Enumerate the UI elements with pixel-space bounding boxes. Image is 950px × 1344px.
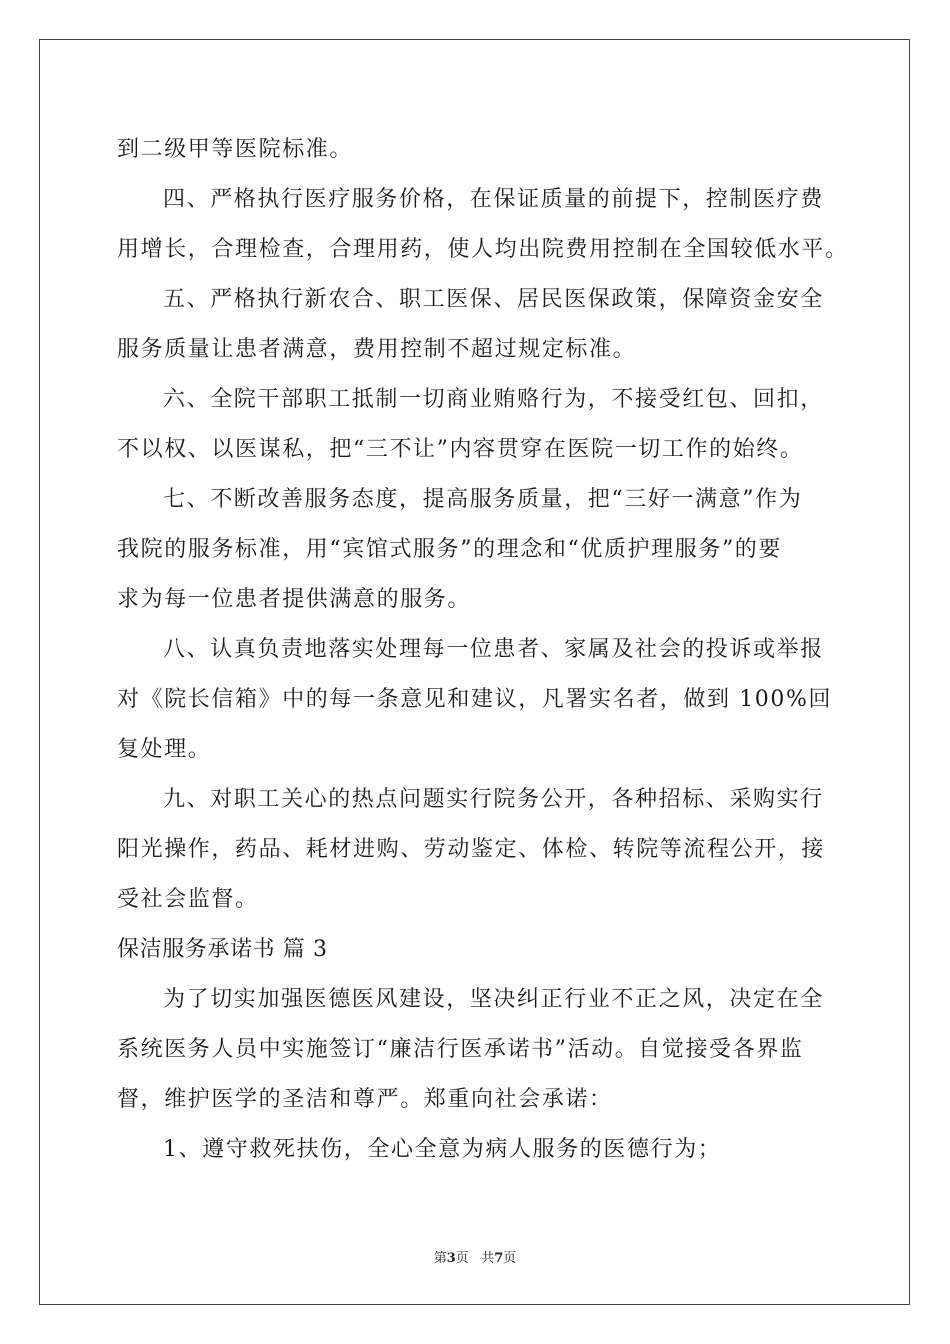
text-line: 服务质量让患者满意，费用控制不超过规定标准。: [117, 337, 637, 362]
text-line: 求为每一位患者提供满意的服务。: [117, 587, 472, 612]
text-line: 1、遵守救死扶伤，全心全意为病人服务的医德行为；: [163, 1137, 722, 1162]
text-line: 阳光操作，药品、耗材进购、劳动鉴定、体检、转院等流程公开，接: [117, 837, 826, 862]
text-line: 系统医务人员中实施签订“廉洁行医承诺书”活动。自觉接受各界监: [117, 1037, 804, 1062]
text-line: 我院的服务标准，用“宾馆式服务”的理念和“优质护理服务”的要: [117, 537, 782, 562]
text-line: 为了切实加强医德医风建设，坚决纠正行业不正之风，决定在全: [163, 987, 824, 1012]
text-line: 九、对职工关心的热点问题实行院务公开，各种招标、采购实行: [163, 787, 824, 812]
current-page-number: 3: [446, 1251, 456, 1266]
footer-suffix: 页: [503, 1251, 517, 1266]
text-line: 受社会监督。: [117, 887, 259, 912]
text-line: 不以权、以医谋私，把“三不让”内容贯穿在医院一切工作的始终。: [117, 437, 804, 462]
text-line: 督，维护医学的圣洁和尊严。郑重向社会承诺：: [117, 1087, 613, 1112]
text-line: 八、认真负责地落实处理每一位患者、家属及社会的投诉或举报: [163, 637, 824, 662]
section-heading: 保洁服务承诺书 篇 3: [117, 937, 328, 962]
total-page-number: 7: [494, 1251, 504, 1266]
page-border: [39, 39, 910, 1305]
text-line: 对《院长信箱》中的每一条意见和建议，凡署实名者，做到 100%回: [117, 687, 833, 712]
page-number-footer: [0, 1247, 950, 1266]
text-line: 四、严格执行医疗服务价格，在保证质量的前提下，控制医疗费: [163, 187, 824, 212]
footer-prefix: 第: [433, 1251, 447, 1266]
text-line: 复处理。: [117, 737, 212, 762]
text-line: 到二级甲等医院标准。: [117, 137, 354, 162]
text-line: 七、不断改善服务态度，提高服务质量，把“三好一满意”作为: [163, 487, 803, 512]
text-line: 六、全院干部职工抵制一切商业贿赂行为，不接受红包、回扣，: [163, 387, 824, 412]
footer-mid: 页 共: [455, 1251, 495, 1266]
text-line: 用增长，合理检查，合理用药，使人均出院费用控制在全国较低水平。: [117, 237, 849, 262]
text-line: 五、严格执行新农合、职工医保、居民医保政策，保障资金安全: [163, 287, 824, 312]
